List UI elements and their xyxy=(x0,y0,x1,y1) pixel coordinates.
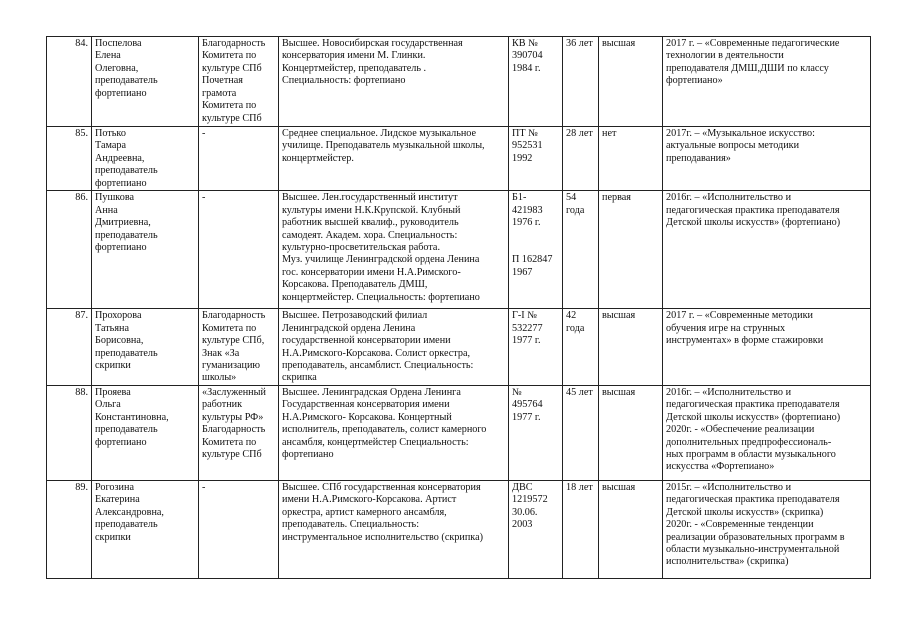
teacher-name-cell: Прояева Ольга Константиновна, преподаватель фортепиано xyxy=(92,385,199,480)
table-row xyxy=(47,309,871,386)
diploma-cell: ДВС 1219572 30.06. 2003 xyxy=(509,480,563,578)
awards-cell: Благодарность Комитета по культуре СПб Почетная грамота Комитета по культуре СПб xyxy=(199,37,279,127)
experience-cell: 28 лет xyxy=(563,127,599,191)
table-row xyxy=(47,191,871,309)
education-cell: Среднее специальное. Лидское музыкальное училище. Преподаватель музыкальной школы, концертмейстер. xyxy=(279,127,509,191)
row-number: 87. xyxy=(47,309,92,386)
category-cell: нет xyxy=(599,127,663,191)
category-cell: высшая xyxy=(599,37,663,127)
category-cell: высшая xyxy=(599,309,663,386)
teacher-name-cell: Поспелова Елена Олеговна, преподаватель фортепиано xyxy=(92,37,199,127)
education-cell: Высшее. СПб государственная консерватория имени Н.А.Римского-Корсакова. Артист оркестра, артист камерного ансамбля, преподаватель. Специальность: инструментальное исполнительство (скрипка) xyxy=(279,480,509,578)
awards-cell: - xyxy=(199,191,279,309)
experience-cell: 18 лет xyxy=(563,480,599,578)
category-cell: первая xyxy=(599,191,663,309)
experience-cell: 54 года xyxy=(563,191,599,309)
table-row xyxy=(47,480,871,578)
diploma-cell: № 495764 1977 г. xyxy=(509,385,563,480)
row-number: 88. xyxy=(47,385,92,480)
experience-cell: 45 лет xyxy=(563,385,599,480)
awards-cell: - xyxy=(199,480,279,578)
row-number: 89. xyxy=(47,480,92,578)
table-row xyxy=(47,37,871,127)
training-cell: 2017 г. – «Современные методики обучения игре на струнных инструментах» в форме стажировки xyxy=(663,309,871,386)
teacher-name-cell: Прохорова Татьяна Борисовна, преподаватель скрипки xyxy=(92,309,199,386)
awards-cell: «Заслуженный работник культуры РФ» Благодарность Комитета по культуре СПб xyxy=(199,385,279,480)
row-number: 84. xyxy=(47,37,92,127)
awards-cell: Благодарность Комитета по культуре СПб, Знак «За гуманизацию школы» xyxy=(199,309,279,386)
education-cell: Высшее. Ленинградская Ордена Ленинга Государственная консерватория имени Н.А.Римского- Корсакова. Концертный исполнитель, преподаватель, солист камерного ансамбля, концертмейстер Специальность: фортепиано xyxy=(279,385,509,480)
awards-cell: - xyxy=(199,127,279,191)
teacher-name-cell: Потько Тамара Андреевна, преподаватель фортепиано xyxy=(92,127,199,191)
diploma-cell: КВ № 390704 1984 г. xyxy=(509,37,563,127)
table-row xyxy=(47,127,871,191)
education-cell: Высшее. Новосибирская государственная консерватория имени М. Глинки. Концертмейстер, преподаватель . Специальность: фортепиано xyxy=(279,37,509,127)
training-cell: 2017г. – «Музыкальное искусство: актуальные вопросы методики преподавания» xyxy=(663,127,871,191)
education-cell: Высшее. Лен.государственный институт культуры имени Н.К.Крупской. Клубный работник высшей квалиф., руководитель самодеят. Академ. хора. Специальность: культурно-просветительская работа. Муз. училище Ленинградской ордена Ленина гос. консерватории имени Н.А.Римского- Корсакова. Преподаватель ДМШ, концертмейстер. Специальность: фортепиано xyxy=(279,191,509,309)
category-cell: высшая xyxy=(599,480,663,578)
table-row xyxy=(47,385,871,480)
staff-roster-table xyxy=(46,36,871,579)
training-cell: 2016г. – «Исполнительство и педагогическая практика преподавателя Детской школы искусств» (фортепиано) xyxy=(663,191,871,309)
training-cell: 2017 г. – «Современные педагогические технологии в деятельности преподавателя ДМШ,ДШИ по классу фортепиано» xyxy=(663,37,871,127)
category-cell: высшая xyxy=(599,385,663,480)
diploma-cell: Б1- 421983 1976 г. П 162847 1967 xyxy=(509,191,563,309)
diploma-cell: Г-I № 532277 1977 г. xyxy=(509,309,563,386)
experience-cell: 36 лет xyxy=(563,37,599,127)
experience-cell: 42 года xyxy=(563,309,599,386)
education-cell: Высшее. Петрозаводский филиал Ленинградской ордена Ленина государственной консерватории имени Н.А.Римского-Корсакова. Солист оркестра, преподаватель, ансамблист. Специальность: скрипка xyxy=(279,309,509,386)
row-number: 86. xyxy=(47,191,92,309)
diploma-cell: ПТ № 952531 1992 xyxy=(509,127,563,191)
teacher-name-cell: Рогозина Екатерина Александровна, преподаватель скрипки xyxy=(92,480,199,578)
training-cell: 2015г. – «Исполнительство и педагогическая практика преподавателя Детской школы искусств» (скрипка) 2020г. - «Современные тенденции реализации образовательных программ в области музыкально-инструментальной исполнительства» (скрипка) xyxy=(663,480,871,578)
teacher-name-cell: Пушкова Анна Дмитриевна, преподаватель фортепиано xyxy=(92,191,199,309)
row-number: 85. xyxy=(47,127,92,191)
training-cell: 2016г. – «Исполнительство и педагогическая практика преподавателя Детской школы искусств» (фортепиано) 2020г. - «Обеспечение реализации дополнительных предпрофессиональ- ных программ в области музыкального искусства «Фортепиано» xyxy=(663,385,871,480)
